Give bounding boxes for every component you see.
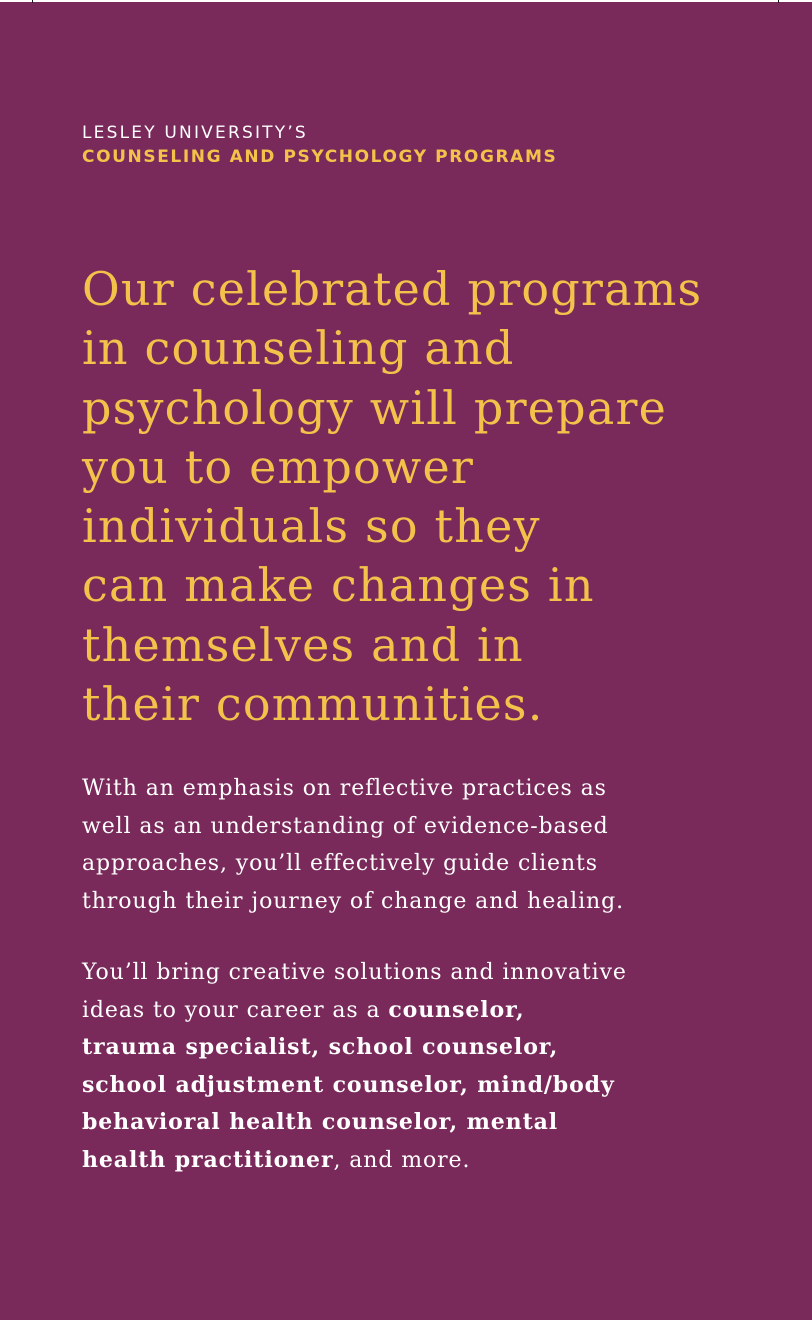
paragraph-text: , and more. xyxy=(333,1147,471,1173)
paragraph-line: You’ll bring creative solutions and innovative xyxy=(82,960,627,985)
paragraph-line xyxy=(82,1104,742,1142)
career-list-bold: counselor, xyxy=(388,996,525,1023)
headline xyxy=(82,260,782,734)
crop-mark-right xyxy=(778,0,779,3)
paragraph-line xyxy=(82,1142,742,1180)
eyebrow-program: COUNSELING AND PSYCHOLOGY PROGRAMS xyxy=(82,147,558,167)
paragraph-emphasis xyxy=(82,770,742,920)
headline-line: psychology will prepare xyxy=(82,380,668,435)
paragraph-line: With an emphasis on reflective practices as xyxy=(82,776,607,801)
paragraph-line xyxy=(82,1029,742,1067)
headline-line: can make changes in xyxy=(82,558,595,613)
career-list-bold: school adjustment counselor, mind/body xyxy=(82,1071,615,1098)
headline-line: individuals so they xyxy=(82,499,541,554)
career-list-bold: health practitioner xyxy=(82,1146,334,1173)
headline-line: their communities. xyxy=(82,677,544,732)
paragraph-careers xyxy=(82,954,742,1180)
headline-line: in counseling and xyxy=(82,321,515,376)
eyebrow-university: LESLEY UNIVERSITY’S xyxy=(82,123,308,143)
top-margin-strip xyxy=(0,0,812,2)
eyebrow-heading xyxy=(82,122,762,170)
paragraph-line xyxy=(82,992,742,1030)
career-list-bold: behavioral health counselor, mental xyxy=(82,1109,559,1136)
headline-line: Our celebrated programs xyxy=(82,262,703,316)
paragraph-line: through their journey of change and healing. xyxy=(82,888,624,914)
headline-line: you to empower xyxy=(82,439,475,494)
crop-mark-left xyxy=(32,0,33,3)
paragraph-text: ideas to your career as a xyxy=(82,997,389,1023)
headline-line: themselves and in xyxy=(82,617,524,672)
paragraph-line: approaches, you’ll effectively guide clients xyxy=(82,851,598,877)
paragraph-line xyxy=(82,1067,742,1105)
career-list-bold: trauma specialist, school counselor, xyxy=(82,1034,559,1061)
paragraph-line: well as an understanding of evidence-based xyxy=(82,813,609,839)
